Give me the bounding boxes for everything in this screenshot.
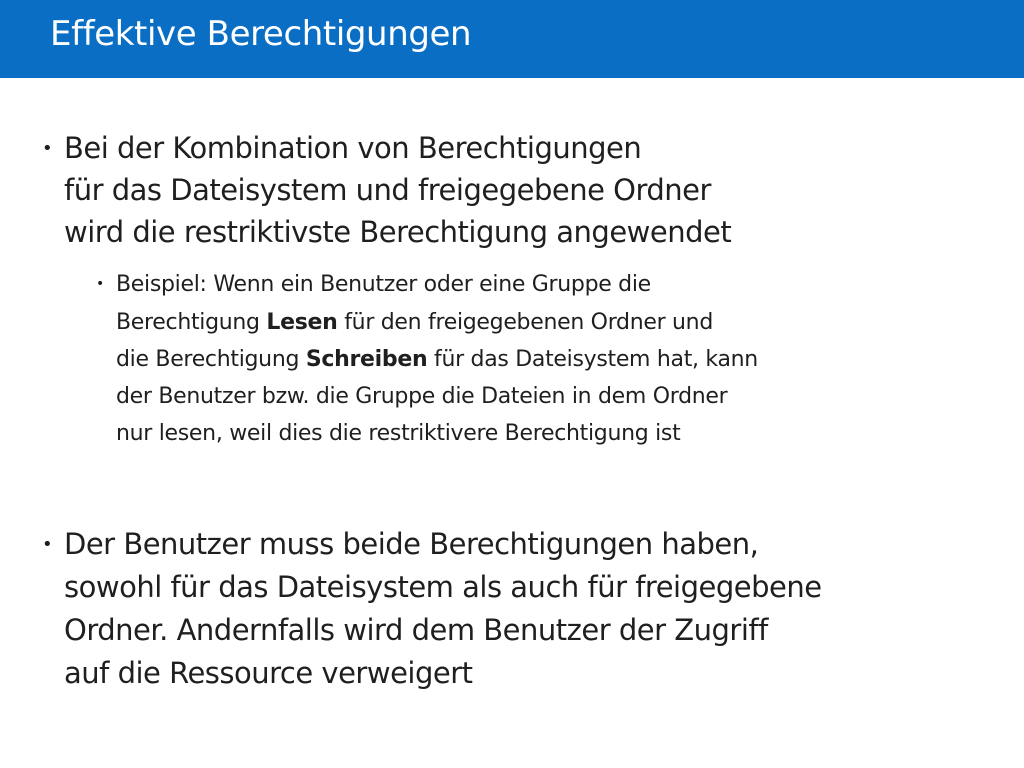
sub-bullet-marker: • bbox=[96, 276, 105, 292]
emphasis-schreiben: Schreiben bbox=[305, 347, 428, 372]
sub-bullet-line-2-a: Berechtigung bbox=[116, 310, 267, 335]
sub-bullet-line-2-b: für den freigegebenen Ordner und bbox=[337, 310, 713, 335]
emphasis-lesen: Lesen bbox=[266, 310, 338, 335]
sub-bullet-line-2 bbox=[116, 304, 713, 342]
bullet-marker: • bbox=[42, 534, 53, 555]
sub-bullet-line-3-a: die Berechtigung bbox=[116, 347, 306, 372]
bullet-2-line-4: auf die Ressource verweigert bbox=[64, 656, 473, 690]
bullet-2-line-1: Der Benutzer muss beide Berechtigungen haben, bbox=[64, 527, 759, 561]
sub-bullet-line-5: nur lesen, weil dies die restriktivere Berechtigung ist bbox=[116, 421, 681, 446]
bullet-marker: • bbox=[42, 138, 53, 159]
sub-bullet-line-4: der Benutzer bzw. die Gruppe die Dateien in dem Ordner bbox=[116, 384, 728, 409]
bullet-1-line-2: für das Dateisystem und freigegebene Ordner bbox=[64, 173, 711, 207]
sub-bullet-line-3-b: für das Dateisystem hat, kann bbox=[427, 347, 758, 372]
bullet-1-line-3: wird die restriktivste Berechtigung angewendet bbox=[64, 215, 732, 249]
bullet-2-line-3: Ordner. Andernfalls wird dem Benutzer der Zugriff bbox=[64, 613, 768, 647]
bullet-2-line-2: sowohl für das Dateisystem als auch für freigegebene bbox=[64, 570, 822, 604]
sub-bullet-line-3 bbox=[116, 341, 758, 379]
slide-title: Effektive Berechtigungen bbox=[50, 14, 472, 54]
sub-bullet-line-1: Beispiel: Wenn ein Benutzer oder eine Gruppe die bbox=[116, 272, 651, 297]
bullet-1-line-1: Bei der Kombination von Berechtigungen bbox=[64, 131, 642, 165]
